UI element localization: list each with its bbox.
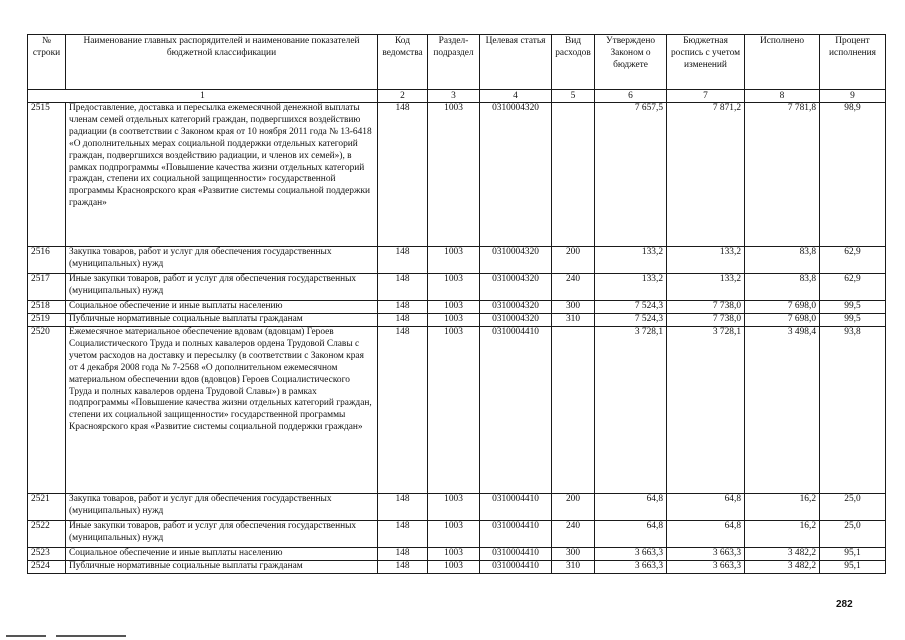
expense-type: 310 — [552, 314, 595, 327]
executed-value: 7 781,8 — [745, 103, 820, 247]
section-code: 1003 — [428, 301, 480, 314]
row-number: 2520 — [28, 327, 66, 494]
section-code: 1003 — [428, 103, 480, 247]
row-name: Публичные нормативные социальные выплаты гражданам — [66, 561, 378, 574]
row-number: 2519 — [28, 314, 66, 327]
ministry-code: 148 — [378, 314, 428, 327]
section-code: 1003 — [428, 327, 480, 494]
row-name: Ежемесячное материальное обеспечение вдовам (вдовцам) Героев Социалистического Труда и полных кавалеров ордена Трудовой Славы с учетом расходов на доставку и пересылку (в соответствии с Законом края от 4 декабря 2008 года № 7-2568 «О дополнительном ежемесячном материальном обеспечении вдов (вдовцов) Героев Социалистического Труда и полных кавалеров ордена Трудовой Славы») в рамках подпрограммы «Повышение качества жизни отдельных категорий граждан, степени их социальной защищенности» государственной программы Красноярского края «Развитие системы социальной поддержки граждан» — [66, 327, 378, 494]
table-row — [28, 327, 886, 494]
expense-type: 200 — [552, 247, 595, 274]
table-row — [28, 521, 886, 548]
approved-value: 7 657,5 — [595, 103, 667, 247]
ministry-code: 148 — [378, 301, 428, 314]
expense-type: 200 — [552, 494, 595, 521]
percent-value: 25,0 — [820, 521, 886, 548]
header-ministry-code: Код ведомства — [378, 35, 428, 90]
budget-value: 133,2 — [667, 274, 745, 301]
approved-value: 133,2 — [595, 247, 667, 274]
row-name: Иные закупки товаров, работ и услуг для обеспечения государственных (муниципальных) нужд — [66, 521, 378, 548]
row-name: Предоставление, доставка и пересылка ежемесячной денежной выплаты членам семей отдельных категорий граждан, подвергшихся воздействию радиации (в соответствии с Законом края от 10 ноября 2011 года № 13-6418 «О дополнительных мерах социальной поддержки отдельных категорий граждан, подвергшихся воздействию радиации, и членов их семей»), в рамках подпрограммы «Повышение качества жизни отдельных категорий граждан, степени их социальной защищенности» государственной программы Красноярского края «Развитие системы социальной поддержки граждан» — [66, 103, 378, 247]
section-code: 1003 — [428, 247, 480, 274]
ministry-code: 148 — [378, 247, 428, 274]
ministry-code: 148 — [378, 274, 428, 301]
target-article: 0310004410 — [480, 561, 552, 574]
scan-edge-divider — [56, 635, 126, 637]
target-article: 0310004410 — [480, 327, 552, 494]
approved-value: 64,8 — [595, 494, 667, 521]
executed-value: 83,8 — [745, 247, 820, 274]
column-number-row — [28, 90, 886, 103]
table-row — [28, 274, 886, 301]
ministry-code: 148 — [378, 561, 428, 574]
executed-value: 3 498,4 — [745, 327, 820, 494]
target-article: 0310004320 — [480, 247, 552, 274]
target-article: 0310004320 — [480, 103, 552, 247]
approved-value: 3 663,3 — [595, 548, 667, 561]
executed-value: 7 698,0 — [745, 301, 820, 314]
expense-type: 240 — [552, 521, 595, 548]
header-budget-schedule: Бюджетная роспись с учетом изменений — [667, 35, 745, 90]
percent-value: 25,0 — [820, 494, 886, 521]
budget-value: 3 663,3 — [667, 548, 745, 561]
column-number: 6 — [595, 90, 667, 103]
column-number: 3 — [428, 90, 480, 103]
budget-value: 133,2 — [667, 247, 745, 274]
percent-value: 99,5 — [820, 314, 886, 327]
ministry-code: 148 — [378, 494, 428, 521]
table-row — [28, 314, 886, 327]
approved-value: 7 524,3 — [595, 301, 667, 314]
budget-value: 7 738,0 — [667, 301, 745, 314]
approved-value: 3 663,3 — [595, 561, 667, 574]
row-number: 2518 — [28, 301, 66, 314]
section-code: 1003 — [428, 548, 480, 561]
header-section: Раздел-подраздел — [428, 35, 480, 90]
percent-value: 95,1 — [820, 548, 886, 561]
header-approved: Утверждено Законом о бюджете — [595, 35, 667, 90]
target-article: 0310004410 — [480, 548, 552, 561]
column-number: 8 — [745, 90, 820, 103]
target-article: 0310004320 — [480, 274, 552, 301]
expense-type — [552, 103, 595, 247]
header-executed: Исполнено — [745, 35, 820, 90]
target-article: 0310004410 — [480, 494, 552, 521]
column-number: 2 — [378, 90, 428, 103]
column-number: 4 — [480, 90, 552, 103]
ministry-code: 148 — [378, 521, 428, 548]
budget-value: 3 728,1 — [667, 327, 745, 494]
section-code: 1003 — [428, 314, 480, 327]
budget-value: 3 663,3 — [667, 561, 745, 574]
percent-value: 62,9 — [820, 247, 886, 274]
executed-value: 83,8 — [745, 274, 820, 301]
target-article: 0310004410 — [480, 521, 552, 548]
budget-value: 7 871,2 — [667, 103, 745, 247]
budget-value: 64,8 — [667, 494, 745, 521]
header-row — [28, 35, 886, 90]
budget-value: 7 738,0 — [667, 314, 745, 327]
row-name: Закупка товаров, работ и услуг для обеспечения государственных (муниципальных) нужд — [66, 494, 378, 521]
expense-type — [552, 327, 595, 494]
approved-value: 7 524,3 — [595, 314, 667, 327]
executed-value: 3 482,2 — [745, 561, 820, 574]
percent-value: 93,8 — [820, 327, 886, 494]
ministry-code: 148 — [378, 103, 428, 247]
row-name: Социальное обеспечение и иные выплаты населению — [66, 548, 378, 561]
column-number: 9 — [820, 90, 886, 103]
percent-value: 99,5 — [820, 301, 886, 314]
approved-value: 3 728,1 — [595, 327, 667, 494]
row-name: Иные закупки товаров, работ и услуг для обеспечения государственных (муниципальных) нужд — [66, 274, 378, 301]
row-number: 2523 — [28, 548, 66, 561]
table-row — [28, 247, 886, 274]
section-code: 1003 — [428, 494, 480, 521]
executed-value: 3 482,2 — [745, 548, 820, 561]
row-name: Публичные нормативные социальные выплаты гражданам — [66, 314, 378, 327]
budget-value: 64,8 — [667, 521, 745, 548]
table-row — [28, 548, 886, 561]
target-article: 0310004320 — [480, 314, 552, 327]
row-name: Закупка товаров, работ и услуг для обеспечения государственных (муниципальных) нужд — [66, 247, 378, 274]
executed-value: 16,2 — [745, 521, 820, 548]
row-number: 2521 — [28, 494, 66, 521]
page-number: 282 — [836, 599, 853, 610]
row-number: 2522 — [28, 521, 66, 548]
ministry-code: 148 — [378, 548, 428, 561]
scan-edge-divider — [6, 635, 46, 637]
table-row — [28, 103, 886, 247]
percent-value: 95,1 — [820, 561, 886, 574]
executed-value: 16,2 — [745, 494, 820, 521]
percent-value: 62,9 — [820, 274, 886, 301]
header-expense-type: Вид расходов — [552, 35, 595, 90]
column-number: 5 — [552, 90, 595, 103]
column-number: 7 — [667, 90, 745, 103]
row-number: 2515 — [28, 103, 66, 247]
section-code: 1003 — [428, 274, 480, 301]
approved-value: 64,8 — [595, 521, 667, 548]
section-code: 1003 — [428, 561, 480, 574]
expense-type: 300 — [552, 548, 595, 561]
table-row — [28, 301, 886, 314]
header-target-article: Целевая статья — [480, 35, 552, 90]
header-name: Наименование главных распорядителей и наименование показателей бюджетной классификации — [66, 35, 378, 90]
header-percent: Процент исполнения — [820, 35, 886, 90]
row-number: 2516 — [28, 247, 66, 274]
section-code: 1003 — [428, 521, 480, 548]
expense-type: 310 — [552, 561, 595, 574]
column-number: 1 — [28, 90, 378, 103]
target-article: 0310004320 — [480, 301, 552, 314]
row-number: 2524 — [28, 561, 66, 574]
budget-table — [27, 34, 886, 574]
ministry-code: 148 — [378, 327, 428, 494]
expense-type: 300 — [552, 301, 595, 314]
row-number: 2517 — [28, 274, 66, 301]
table-row — [28, 494, 886, 521]
table-row — [28, 561, 886, 574]
executed-value: 7 698,0 — [745, 314, 820, 327]
row-name: Социальное обеспечение и иные выплаты населению — [66, 301, 378, 314]
expense-type: 240 — [552, 274, 595, 301]
header-row-number: № строки — [28, 35, 66, 90]
percent-value: 98,9 — [820, 103, 886, 247]
approved-value: 133,2 — [595, 274, 667, 301]
